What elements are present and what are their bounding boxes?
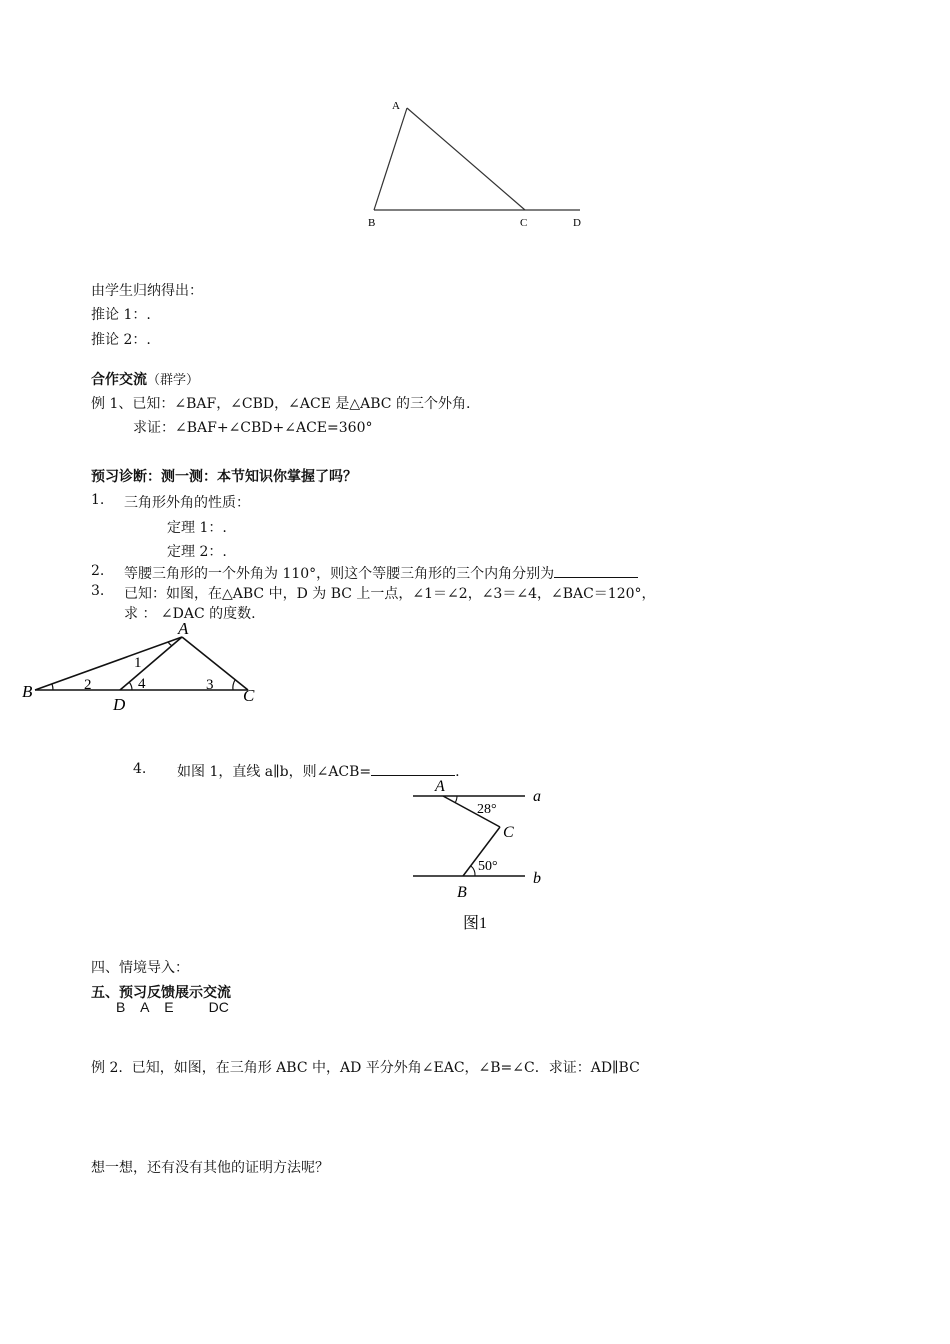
q3-text-2: 求 ： ∠DAC 的度数. (124, 606, 256, 622)
q1-text: 三角形外角的性质： (124, 495, 250, 511)
coop-heading (91, 369, 199, 389)
angle-arc-50 (471, 866, 475, 876)
q2-text: 等腰三角形的一个外角为 110°，则这个等腰三角形的三个内角分别为 (124, 566, 555, 582)
q3-number: 3. (91, 583, 105, 599)
label-line-a: a (533, 788, 541, 805)
side-ab (374, 108, 407, 210)
example-1-prove: 求证：∠BAF+∠CBD+∠ACE=360° (133, 420, 373, 436)
label-c-point: C (503, 824, 514, 841)
think-question: 想一想，还有没有其他的证明方法呢？ (91, 1160, 329, 1176)
triangle-exterior-angle-figure (360, 95, 600, 235)
coop-heading-title: 合作交流 (91, 372, 147, 388)
theorem-2: 定理 2：. (167, 544, 227, 560)
angle-arc-4 (129, 682, 132, 690)
angle-arc-3 (233, 680, 235, 690)
q1-number: 1. (91, 492, 105, 508)
q2-line (124, 563, 638, 583)
q3-triangle-figure (20, 620, 270, 715)
angle-arc-28 (455, 796, 457, 803)
example-1-given: 例 1、已知：∠BAF，∠CBD，∠ACE 是△ABC 的三个外角. (91, 396, 471, 412)
label-d: D (113, 695, 126, 714)
side-ac (182, 637, 248, 690)
label-b-point: B (457, 884, 467, 901)
corollary-1: 推论 1：. (91, 307, 151, 323)
angle-label-50: 50° (478, 859, 498, 874)
angle-label-2: 2 (84, 677, 92, 693)
q4-number: 4. (133, 761, 147, 777)
label-a: A (178, 620, 189, 638)
section-5-heading: 五、预习反馈展示交流 (91, 985, 231, 1001)
induction-text: 由学生归纳得出： (91, 283, 203, 299)
angle-label-28: 28° (477, 802, 497, 817)
label-a: A (392, 100, 400, 112)
angle-label-3: 3 (206, 677, 214, 693)
label-b: B (368, 217, 376, 229)
label-c: C (243, 686, 255, 705)
section-4-heading: 四、情境导入： (91, 960, 189, 976)
q2-answer-blank[interactable] (554, 564, 638, 578)
q3-text: 已知：如图，在△ABC 中，D 为 BC 上一点，∠1＝∠2，∠3＝∠4，∠BAC＝120°， (124, 586, 656, 602)
label-d: D (573, 217, 581, 229)
corollary-2: 推论 2：. (91, 332, 151, 348)
label-line-b: b (533, 870, 541, 887)
q4-answer-blank[interactable] (371, 762, 455, 776)
side-ac (407, 108, 525, 210)
side-ba (35, 637, 182, 690)
q2-number: 2. (91, 563, 105, 579)
angle-arc-2 (52, 684, 53, 690)
label-b: B (22, 682, 33, 701)
example-2-text: 例 2. 已知，如图，在三角形 ABC 中，AD 平分外角∠EAC，∠B=∠C．求证：AD∥BC (91, 1060, 640, 1076)
angle-label-4: 4 (138, 676, 146, 692)
diagnosis-heading: 预习诊断：测一测：本节知识你掌握了吗？ (91, 469, 357, 485)
coop-heading-note: （群学） (147, 373, 200, 388)
angle-arc-1 (168, 642, 172, 646)
q4-end: . (455, 764, 460, 780)
label-c: C (520, 217, 528, 229)
parallel-lines-figure (405, 775, 555, 935)
label-a-point: A (435, 778, 445, 795)
angle-label-1: 1 (134, 655, 142, 671)
theorem-1: 定理 1：. (167, 520, 227, 536)
figure-labels-row: B A E DC (116, 999, 229, 1015)
figure-caption: 图1 (463, 915, 488, 932)
q4-text: 如图 1，直线 a∥b，则∠ACB= (177, 764, 372, 780)
